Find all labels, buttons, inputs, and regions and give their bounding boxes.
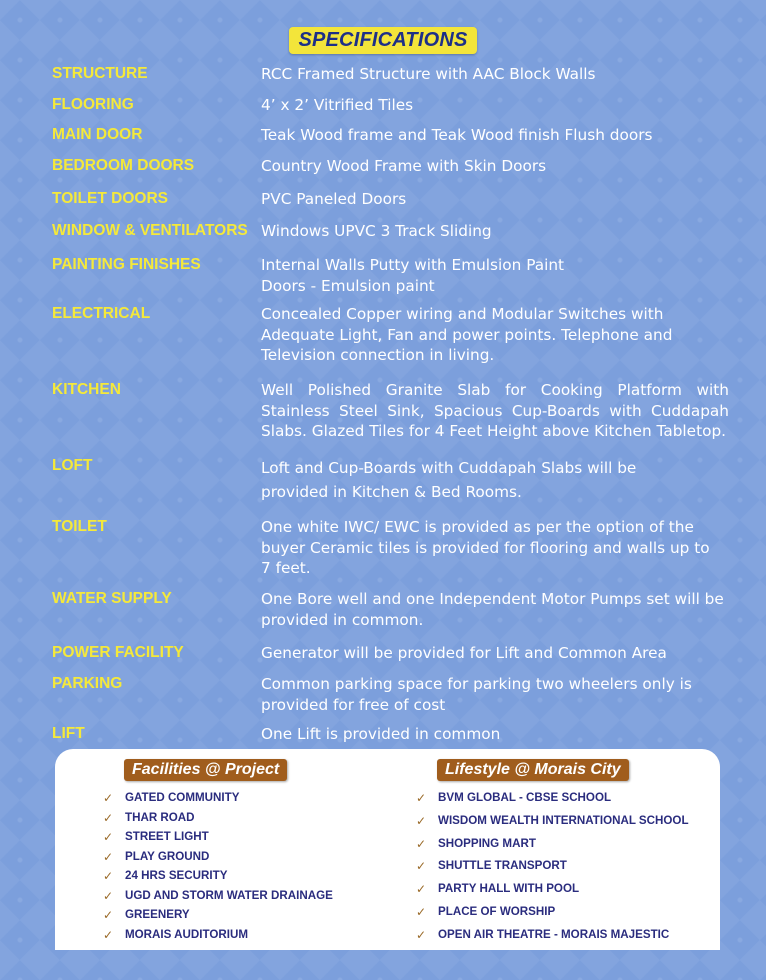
spec-value: One Lift is provided in common (261, 725, 501, 743)
spec-value: Common parking space for parking two wheelers only is provided for free of cost (261, 675, 692, 714)
list-item-text: STREET LIGHT (125, 830, 209, 843)
spec-value: Loft and Cup-Boards with Cuddapah Slabs will be provided in Kitchen & Bed Rooms. (261, 459, 637, 501)
list-item-text: PARTY HALL WITH POOL (438, 882, 580, 896)
list-item-text: PLAY GROUND (125, 849, 210, 863)
spec-value: 4’ x 2’ Vitrified Tiles (261, 96, 414, 114)
spec-value: One Bore well and one Independent Motor Pumps set will be provided in common. (261, 590, 724, 629)
check-icon: ✓ (416, 859, 427, 874)
check-icon: ✓ (103, 908, 114, 922)
check-icon: ✓ (416, 813, 427, 828)
facilities-badge: Facilities @ Project (124, 759, 287, 781)
list-item-text: SHOPPING MART (438, 836, 536, 850)
check-icon: ✓ (416, 927, 427, 942)
spec-label: LOFT (52, 457, 93, 474)
spec-value: Generator will be provided for Lift and Common Area (261, 644, 667, 662)
spec-label: STRUCTURE (52, 65, 148, 82)
list-item-text: BVM GLOBAL - CBSE SCHOOL (438, 791, 612, 804)
spec-value: Teak Wood frame and Teak Wood finish Flush doors (261, 126, 653, 144)
check-icon: ✓ (103, 830, 114, 844)
spec-label: TOILET DOORS (52, 190, 168, 207)
list-item-text: MORAIS AUDITORIUM (125, 927, 249, 941)
spec-value: Internal Walls Putty with Emulsion Paint Doors - Emulsion paint (261, 256, 565, 295)
spec-label: LIFT (52, 725, 85, 742)
list-item-text: GREENERY (125, 908, 190, 921)
spec-label: TOILET (52, 518, 107, 535)
page-title: SPECIFICATIONS (289, 27, 476, 54)
spec-value: Windows UPVC 3 Track Sliding (261, 222, 492, 240)
check-icon: ✓ (103, 888, 114, 903)
check-icon: ✓ (103, 791, 114, 805)
check-icon: ✓ (103, 927, 114, 942)
spec-value: Concealed Copper wiring and Modular Switches with Adequate Light, Fan and power points. Telephone and Television connection in living. (261, 305, 673, 364)
list-item-text: SHUTTLE TRANSPORT (438, 859, 567, 873)
spec-label: MAIN DOOR (52, 126, 143, 143)
list-item-text: UGD AND STORM WATER DRAINAGE (125, 888, 333, 902)
spec-label: PAINTING FINISHES (52, 256, 201, 273)
spec-value: RCC Framed Structure with AAC Block Walls (261, 65, 596, 83)
spec-label: WINDOW & VENTILATORS (52, 222, 248, 239)
spec-value: One white IWC/ EWC is provided as per the option of the buyer Ceramic tiles is provided for flooring and walls up to 7 feet. (261, 518, 710, 577)
spec-value: PVC Paneled Doors (261, 190, 407, 208)
list-item-text: OPEN AIR THEATRE - MORAIS MAJESTIC (438, 927, 670, 941)
facilities-panel (55, 749, 720, 950)
check-icon: ✓ (103, 810, 114, 825)
list-item-text: PLACE OF WORSHIP (438, 904, 556, 918)
list-item-text: THAR ROAD (125, 810, 195, 824)
check-icon: ✓ (416, 882, 427, 897)
spec-value: Well Polished Granite Slab for Cooking Platform with Stainless Steel Sink, Spacious Cup-Boards with Cuddapah Slabs. Glazed Tiles for 4 Feet Height above Kitchen Tabletop. (261, 381, 729, 440)
spec-value: Country Wood Frame with Skin Doors (261, 157, 547, 175)
check-icon: ✓ (416, 836, 427, 851)
spec-label: PARKING (52, 675, 123, 692)
title-wrap (0, 27, 766, 54)
list-item-text: GATED COMMUNITY (125, 791, 240, 804)
check-icon: ✓ (103, 869, 114, 883)
spec-label: POWER FACILITY (52, 644, 184, 661)
check-icon: ✓ (103, 849, 114, 864)
check-icon: ✓ (416, 904, 427, 919)
list-item-text: 24 HRS SECURITY (125, 869, 228, 882)
spec-label: WATER SUPPLY (52, 590, 172, 607)
spec-label: KITCHEN (52, 381, 121, 398)
check-icon: ✓ (416, 791, 427, 805)
spec-label: FLOORING (52, 96, 134, 113)
spec-label: ELECTRICAL (52, 305, 151, 322)
spec-label: BEDROOM DOORS (52, 157, 195, 174)
lifestyle-badge: Lifestyle @ Morais City (437, 759, 629, 781)
list-item-text: WISDOM WEALTH INTERNATIONAL SCHOOL (438, 813, 689, 827)
